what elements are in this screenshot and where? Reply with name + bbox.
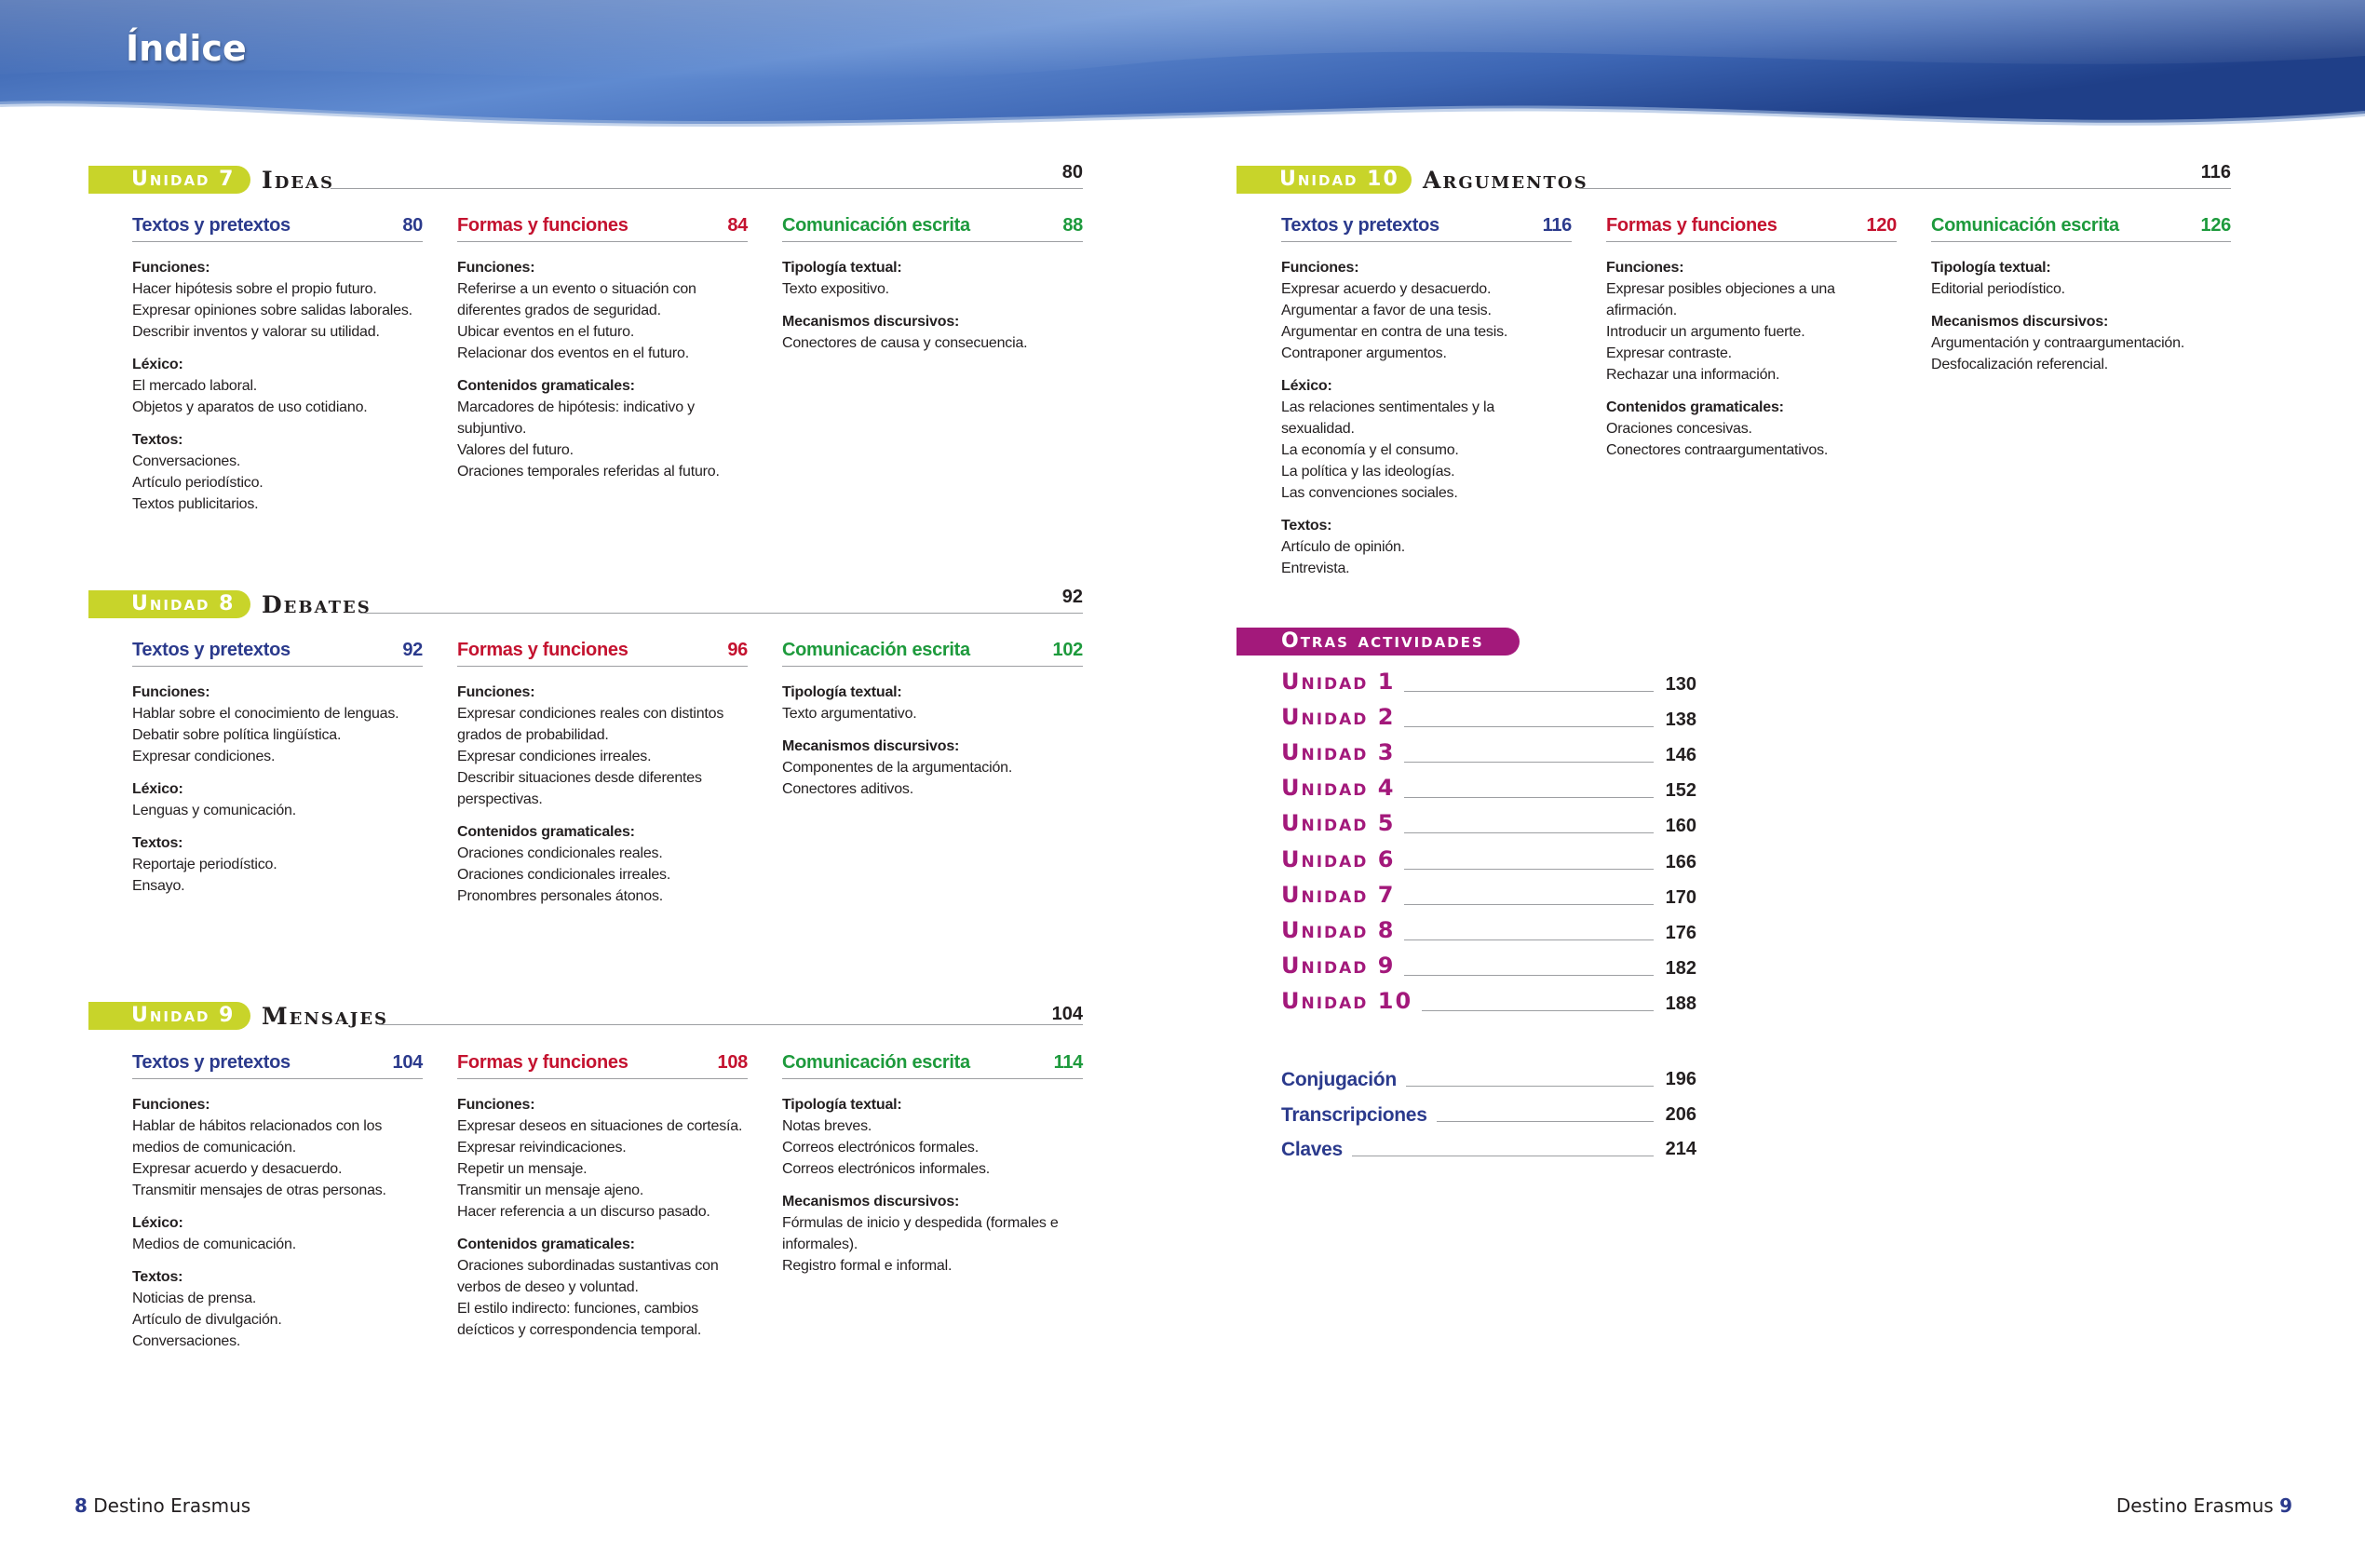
- section-title: Contenidos gramaticales:: [457, 824, 635, 840]
- section-title: Textos:: [1281, 518, 1332, 534]
- unit-7-header: [88, 162, 1083, 196]
- otras-unit-row[interactable]: [1281, 882, 1696, 915]
- section-line: Debatir sobre política lingüística.: [132, 727, 342, 743]
- otras-unit-row[interactable]: [1281, 739, 1696, 773]
- section-line: Hablar de hábitos relacionados con los: [132, 1118, 383, 1134]
- column-page: 114: [1053, 1052, 1083, 1073]
- column-title: Formas y funciones: [457, 215, 628, 236]
- section-title: Funciones:: [132, 684, 210, 700]
- page-number: 9: [2279, 1494, 2292, 1517]
- section-line: grados de probabilidad.: [457, 727, 609, 743]
- section-line: Las relaciones sentimentales y la sexualidad.: [1281, 399, 1495, 437]
- section-title: Funciones:: [132, 260, 210, 276]
- leader-rule: [1399, 904, 1654, 905]
- column-title: Formas y funciones: [457, 1052, 628, 1073]
- appendix-label: Transcripciones: [1281, 1104, 1437, 1127]
- section-line: Conectores aditivos.: [782, 781, 913, 797]
- section: [132, 354, 423, 418]
- section: [782, 1094, 1083, 1180]
- otras-unit-page: 146: [1665, 745, 1696, 766]
- book-title: Destino Erasmus: [93, 1494, 251, 1517]
- section-line: Fórmulas de inicio y despedida (formales e: [782, 1215, 1059, 1231]
- section-line: Reportaje periodístico.: [132, 857, 277, 872]
- section: [1606, 257, 1897, 385]
- section-title: Léxico:: [132, 357, 183, 372]
- unit-9-comunicacion-column: [782, 1049, 1083, 1288]
- section-line: Textos publicitarios.: [132, 496, 259, 512]
- section-line: Desfocalización referencial.: [1931, 357, 2109, 372]
- unit-9-page: 104: [1051, 1004, 1083, 1024]
- section: [457, 821, 748, 907]
- section-line: El estilo indirecto: funciones, cambios: [457, 1301, 698, 1317]
- unit-10-header: [1237, 162, 2231, 196]
- page-number: 8: [74, 1494, 88, 1517]
- column-title: Textos y pretextos: [132, 1052, 291, 1073]
- column-title: Textos y pretextos: [1281, 215, 1439, 236]
- section-line: Argumentación y contraargumentación.: [1931, 335, 2185, 351]
- column-page: 104: [392, 1052, 423, 1073]
- otras-unit-label: Unidad 3: [1281, 739, 1404, 765]
- footer-right: [2116, 1494, 2292, 1517]
- otras-unit-label: Unidad 5: [1281, 810, 1404, 836]
- section-title: Mecanismos discursivos:: [1931, 314, 2109, 330]
- otras-unit-row[interactable]: [1281, 775, 1696, 808]
- section-line: Artículo periodístico.: [132, 475, 264, 491]
- unit-10-formas-column: [1606, 212, 1897, 472]
- section-title: Contenidos gramaticales:: [457, 1237, 635, 1252]
- unit-7-label: Unidad 7: [88, 166, 250, 194]
- section-line: Rechazar una información.: [1606, 367, 1780, 383]
- footer-left: [74, 1494, 250, 1517]
- section-line: Entrevista.: [1281, 561, 1350, 576]
- unit-10-comunicacion-column: [1931, 212, 2231, 386]
- section-line: perspectivas.: [457, 791, 543, 807]
- section-line: verbos de deseo y voluntad.: [457, 1279, 639, 1295]
- section: [457, 1234, 748, 1341]
- section-line: Expresar acuerdo y desacuerdo.: [132, 1161, 343, 1177]
- section: [457, 1094, 748, 1223]
- section: [1281, 257, 1572, 364]
- column-page: 102: [1052, 640, 1083, 660]
- section-title: Tipología textual:: [782, 684, 902, 700]
- section-line: Transmitir un mensaje ajeno.: [457, 1183, 644, 1198]
- section-title: Funciones:: [1606, 260, 1684, 276]
- section: [782, 257, 1083, 300]
- unit-7-rule: [331, 188, 1083, 189]
- section-line: Oraciones subordinadas sustantivas con: [457, 1258, 719, 1274]
- leader-rule: [1399, 726, 1654, 727]
- section-title: Contenidos gramaticales:: [1606, 399, 1784, 415]
- header-banner: [0, 0, 2365, 140]
- section: [457, 257, 748, 364]
- unit-8-comunicacion-column: [782, 637, 1083, 811]
- section-title: Contenidos gramaticales:: [457, 378, 635, 394]
- section-title: Mecanismos discursivos:: [782, 314, 960, 330]
- otras-unit-row[interactable]: [1281, 953, 1696, 986]
- unit-9-textos-column: [132, 1049, 423, 1363]
- section-line: Expresar posibles objeciones a una: [1606, 281, 1835, 297]
- section-title: Léxico:: [1281, 378, 1332, 394]
- section-line: Pronombres personales átonos.: [457, 888, 663, 904]
- column-title: Formas y funciones: [457, 640, 628, 660]
- column-body: [1281, 257, 1572, 579]
- leader-rule: [1399, 797, 1654, 798]
- book-title: Destino Erasmus: [2115, 1494, 2274, 1517]
- section-title: Léxico:: [132, 781, 183, 797]
- unit-9-formas-column: [457, 1049, 748, 1352]
- appendix-page: 206: [1665, 1103, 1696, 1125]
- otras-unit-label: Unidad 6: [1281, 846, 1404, 872]
- section: [1931, 311, 2231, 375]
- section-line: Argumentar a favor de una tesis.: [1281, 303, 1492, 318]
- section: [457, 682, 748, 810]
- section-line: Ubicar eventos en el futuro.: [457, 324, 635, 340]
- column-page: 80: [402, 215, 423, 236]
- column-page: 96: [727, 640, 748, 660]
- section-line: deícticos y correspondencia temporal.: [457, 1322, 702, 1338]
- column-body: [457, 257, 748, 482]
- unit-8-name: Debates: [262, 591, 372, 618]
- section-line: Lenguas y comunicación.: [132, 803, 296, 818]
- unit-8-textos-column: [132, 637, 423, 908]
- leader-rule: [1399, 975, 1654, 976]
- section-line: Medios de comunicación.: [132, 1237, 296, 1252]
- section-line: diferentes grados de seguridad.: [457, 303, 661, 318]
- section: [132, 429, 423, 515]
- section-title: Textos:: [132, 835, 183, 851]
- appendix-label: Claves: [1281, 1139, 1352, 1161]
- section-line: medios de comunicación.: [132, 1140, 296, 1156]
- otras-unit-row[interactable]: [1281, 810, 1696, 844]
- section: [132, 778, 423, 821]
- otras-unit-page: 188: [1665, 993, 1696, 1014]
- unit-8-header: [88, 587, 1083, 620]
- leader-rule: [1399, 762, 1654, 763]
- unit-7-name: Ideas: [262, 167, 334, 194]
- column-body: [457, 1094, 748, 1341]
- section: [782, 682, 1083, 724]
- section-line: Artículo de divulgación.: [132, 1312, 282, 1328]
- column-body: [1606, 257, 1897, 461]
- section: [132, 257, 423, 343]
- otras-unit-label: Unidad 10: [1281, 988, 1422, 1014]
- section-line: Oraciones temporales referidas al futuro.: [457, 464, 720, 480]
- section: [132, 1266, 423, 1352]
- section-line: Conectores de causa y consecuencia.: [782, 335, 1028, 351]
- section-line: Referirse a un evento o situación con: [457, 281, 696, 297]
- section-line: Expresar condiciones irreales.: [457, 749, 652, 764]
- section-line: Repetir un mensaje.: [457, 1161, 588, 1177]
- section-line: Expresar acuerdo y desacuerdo.: [1281, 281, 1492, 297]
- section-title: Funciones:: [457, 260, 535, 276]
- column-page: 120: [1866, 215, 1897, 236]
- leader-rule: [1391, 1086, 1654, 1087]
- otras-unit-label: Unidad 4: [1281, 775, 1404, 801]
- section-line: Introducir un argumento fuerte.: [1606, 324, 1805, 340]
- otras-unit-page: 152: [1665, 780, 1696, 802]
- section-line: Expresar opiniones sobre salidas laborales.: [132, 303, 412, 318]
- section-title: Mecanismos discursivos:: [782, 738, 960, 754]
- section-line: Las convenciones sociales.: [1281, 485, 1458, 501]
- appendix-page: 214: [1665, 1139, 1696, 1159]
- column-title: Formas y funciones: [1606, 215, 1777, 236]
- section: [1281, 515, 1572, 579]
- section: [132, 682, 423, 767]
- section-line: Registro formal e informal.: [782, 1258, 953, 1274]
- section-line: Describir situaciones desde diferentes: [457, 770, 702, 786]
- section-line: informales).: [782, 1237, 858, 1252]
- otras-unit-row[interactable]: [1281, 988, 1696, 1021]
- unit-8-rule: [360, 613, 1083, 614]
- column-body: [132, 257, 423, 515]
- section-line: Notas breves.: [782, 1118, 872, 1134]
- section-title: Tipología textual:: [782, 260, 902, 276]
- leader-rule: [1399, 869, 1654, 870]
- otras-unit-page: 170: [1665, 886, 1696, 908]
- page-title: Índice: [126, 28, 247, 69]
- leader-rule: [1423, 1121, 1654, 1122]
- appendix-row[interactable]: [1281, 1133, 1696, 1167]
- section-line: La política y las ideologías.: [1281, 464, 1455, 480]
- section-line: Contraponer argumentos.: [1281, 345, 1447, 361]
- otras-unit-row[interactable]: [1281, 704, 1696, 737]
- column-page: 88: [1062, 215, 1083, 236]
- unit-10-textos-column: [1281, 212, 1572, 590]
- otras-unit-page: 166: [1665, 851, 1696, 872]
- section-line: Hacer referencia a un discurso pasado.: [457, 1204, 710, 1220]
- column-body: [132, 1094, 423, 1352]
- otras-unit-page: 130: [1665, 674, 1696, 695]
- section-line: Conversaciones.: [132, 1333, 241, 1349]
- section-line: Transmitir mensajes de otras personas.: [132, 1183, 386, 1198]
- unit-8-formas-column: [457, 637, 748, 918]
- section: [1281, 375, 1572, 504]
- column-body: [782, 682, 1083, 800]
- section-line: Expresar condiciones reales con distintos: [457, 706, 724, 722]
- section-line: Marcadores de hipótesis: indicativo y: [457, 399, 695, 415]
- section-line: Conectores contraargumentativos.: [1606, 442, 1829, 458]
- section-title: Funciones:: [132, 1097, 210, 1113]
- otras-unit-label: Unidad 2: [1281, 704, 1404, 730]
- appendix-label: Conjugación: [1281, 1069, 1406, 1091]
- section-title: Tipología textual:: [1931, 260, 2051, 276]
- section-title: Textos:: [132, 432, 183, 448]
- section-line: Argumentar en contra de una tesis.: [1281, 324, 1508, 340]
- section-line: Noticias de prensa.: [132, 1291, 257, 1306]
- unit-10-label: Unidad 10: [1237, 166, 1412, 194]
- section-title: Textos:: [132, 1269, 183, 1285]
- column-page: 116: [1542, 215, 1572, 236]
- unit-7-formas-column: [457, 212, 748, 493]
- unit-8-label: Unidad 8: [88, 590, 250, 618]
- unit-10-page: 116: [2200, 162, 2231, 182]
- unit-10-name: Argumentos: [1423, 167, 1588, 194]
- unit-7-comunicacion-column: [782, 212, 1083, 365]
- section: [132, 832, 423, 897]
- section-title: Mecanismos discursivos:: [782, 1194, 960, 1210]
- otras-unit-page: 138: [1665, 710, 1696, 731]
- unit-9-name: Mensajes: [262, 1003, 389, 1030]
- unit-7-textos-column: [132, 212, 423, 526]
- section-line: Oraciones condicionales reales.: [457, 845, 663, 861]
- section-line: Hacer hipótesis sobre el propio futuro.: [132, 281, 377, 297]
- unit-9-header: [88, 1002, 1083, 1032]
- section: [782, 736, 1083, 800]
- section-line: Oraciones concesivas.: [1606, 421, 1752, 437]
- otras-unit-page: 176: [1665, 922, 1696, 943]
- column-page: 126: [2200, 215, 2231, 236]
- column-page: 84: [727, 215, 748, 236]
- unit-10-rule: [1579, 188, 2231, 189]
- unit-9-rule: [379, 1024, 1083, 1025]
- section-line: Correos electrónicos formales.: [782, 1140, 979, 1156]
- column-page: 108: [717, 1052, 748, 1073]
- section-line: Editorial periodístico.: [1931, 281, 2065, 297]
- unit-8-page: 92: [1061, 587, 1083, 607]
- section-line: Hablar sobre el conocimiento de lenguas.: [132, 706, 399, 722]
- section-line: Expresar deseos en situaciones de cortesía.: [457, 1118, 743, 1134]
- otras-unit-label: Unidad 7: [1281, 882, 1404, 908]
- otras-actividades-label: Otras actividades: [1237, 628, 1520, 656]
- section-title: Funciones:: [1281, 260, 1359, 276]
- appendix-row[interactable]: [1281, 1063, 1696, 1097]
- column-body: [1931, 257, 2231, 375]
- section-line: La economía y el consumo.: [1281, 442, 1459, 458]
- column-body: [782, 257, 1083, 354]
- section-line: Relacionar dos eventos en el futuro.: [457, 345, 689, 361]
- section-line: Valores del futuro.: [457, 442, 574, 458]
- section-title: Léxico:: [132, 1215, 183, 1231]
- section-line: Conversaciones.: [132, 453, 241, 469]
- section: [1606, 397, 1897, 461]
- section: [782, 311, 1083, 354]
- column-title: Comunicación escrita: [782, 1052, 970, 1073]
- section-line: Oraciones condicionales irreales.: [457, 867, 671, 883]
- section: [1931, 257, 2231, 300]
- section: [132, 1212, 423, 1255]
- column-title: Textos y pretextos: [132, 215, 291, 236]
- otras-unit-row[interactable]: [1281, 846, 1696, 880]
- column-body: [457, 682, 748, 907]
- otras-unit-page: 182: [1665, 957, 1696, 979]
- column-title: Textos y pretextos: [132, 640, 291, 660]
- leader-rule: [1399, 832, 1654, 833]
- section-title: Funciones:: [457, 684, 535, 700]
- leader-rule: [1399, 691, 1654, 692]
- column-body: [132, 682, 423, 897]
- otras-unit-row[interactable]: [1281, 917, 1696, 951]
- section-line: Objetos y aparatos de uso cotidiano.: [132, 399, 368, 415]
- section: [457, 375, 748, 482]
- unit-9-label: Unidad 9: [88, 1002, 250, 1030]
- otras-unit-label: Unidad 1: [1281, 669, 1404, 695]
- section-title: Funciones:: [457, 1097, 535, 1113]
- otras-unit-label: Unidad 9: [1281, 953, 1404, 979]
- column-title: Comunicación escrita: [782, 215, 970, 236]
- unit-7-page: 80: [1061, 162, 1083, 182]
- section-title: Tipología textual:: [782, 1097, 902, 1113]
- leader-rule: [1399, 939, 1654, 940]
- section-line: Expresar contraste.: [1606, 345, 1732, 361]
- column-title: Comunicación escrita: [1931, 215, 2119, 236]
- section-line: Texto argumentativo.: [782, 706, 917, 722]
- section-line: subjuntivo.: [457, 421, 527, 437]
- section-line: Artículo de opinión.: [1281, 539, 1405, 555]
- appendix-row[interactable]: [1281, 1099, 1696, 1132]
- section-line: Describir inventos y valorar su utilidad.: [132, 324, 380, 340]
- section-line: Componentes de la argumentación.: [782, 760, 1013, 776]
- column-title: Comunicación escrita: [782, 640, 970, 660]
- section: [132, 1094, 423, 1201]
- otras-unit-page: 160: [1665, 816, 1696, 837]
- section: [782, 1191, 1083, 1277]
- section-line: Expresar condiciones.: [132, 749, 276, 764]
- section-line: afirmación.: [1606, 303, 1678, 318]
- appendix-page: 196: [1665, 1069, 1696, 1089]
- section-line: Texto expositivo.: [782, 281, 889, 297]
- section-line: Correos electrónicos informales.: [782, 1161, 991, 1177]
- column-body: [782, 1094, 1083, 1277]
- section-line: El mercado laboral.: [132, 378, 258, 394]
- section-line: Ensayo.: [132, 878, 185, 894]
- section-line: Expresar reivindicaciones.: [457, 1140, 627, 1156]
- otras-unit-label: Unidad 8: [1281, 917, 1404, 943]
- leader-rule: [1412, 1010, 1654, 1011]
- column-page: 92: [402, 640, 423, 660]
- otras-unit-row[interactable]: [1281, 669, 1696, 702]
